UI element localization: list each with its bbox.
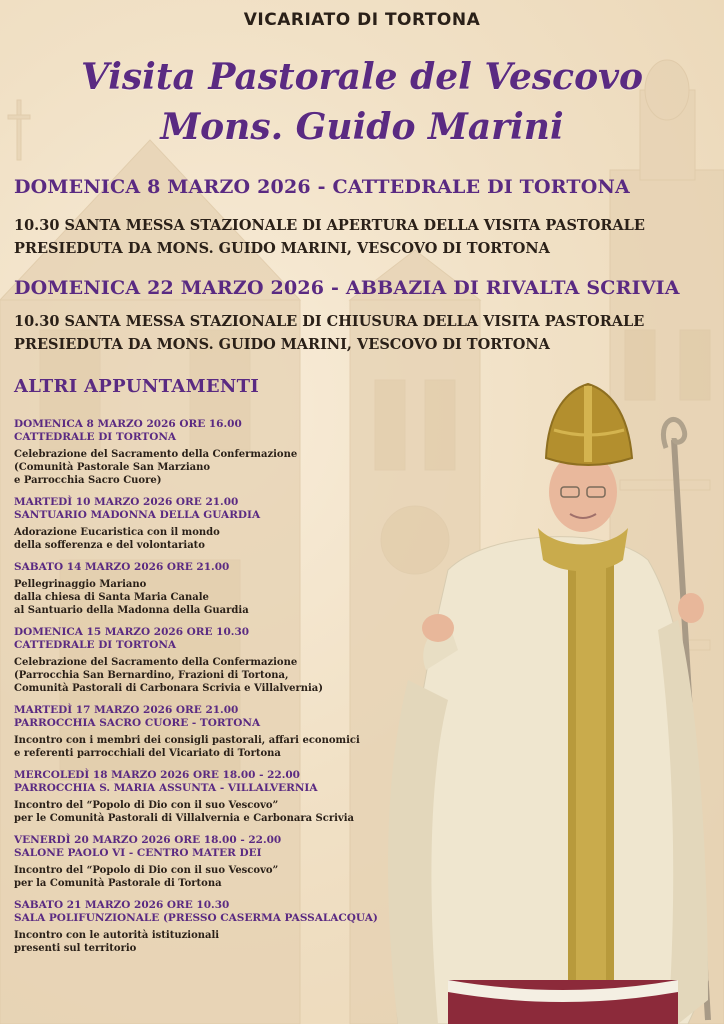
appointment-description-line: al Santuario della Madonna della Guardia [14,605,249,616]
page-title: Visita Pastorale del Vescovo [80,56,644,98]
appointment-description [14,929,394,955]
appointments-list [14,418,394,964]
appointment-description [14,864,394,890]
appointment-item [14,899,394,955]
bishop-photo [378,380,724,1024]
appointment-description [14,448,394,487]
appointment-description-line: Comunità Pastorali di Carbonara Scrivia e Villalvernia) [14,683,323,694]
main-event-line: PRESIEDUTA DA MONS. GUIDO MARINI, VESCOVO DI TORTONA [14,240,550,257]
main-event-description [14,310,714,356]
main-event-heading: DOMENICA 8 MARZO 2026 - CATTEDRALE DI TORTONA [14,176,630,198]
appointment-item [14,626,394,695]
appointment-description-line: e referenti parrocchiali del Vicariato di Tortona [14,748,281,759]
main-event-line: 10.30 SANTA MESSA STAZIONALE DI APERTURA DELLA VISITA PASTORALE [14,217,645,234]
appointment-item [14,496,394,552]
appointment-description-line: (Comunità Pastorale San Marziano [14,462,211,473]
cope-vestment [395,537,708,1024]
appointment-description-line: Incontro con le autorità istituzionali [14,930,220,941]
appointment-date: DOMENICA 15 MARZO 2026 ORE 10.30 [14,626,250,638]
main-event-description [14,214,714,260]
section-heading-altri-appuntamenti: ALTRI APPUNTAMENTI [14,376,260,397]
appointment-description-line: presenti sul territorio [14,943,137,954]
appointment-description [14,656,394,695]
appointment-description [14,578,394,617]
appointment-item [14,704,394,760]
appointment-description-line: Incontro con i membri dei consigli pastorali, affari economici [14,735,360,746]
appointment-description-line: Adorazione Eucaristica con il mondo [14,527,220,538]
appointment-description-line: per le Comunità Pastorali di Villalvernia e Carbonara Scrivia [14,813,355,824]
appointment-place: SALONE PAOLO VI - CENTRO MATER DEI [14,847,262,859]
appointment-item [14,561,394,617]
appointment-description-line: Incontro del “Popolo di Dio con il suo Vescovo” [14,800,279,811]
appointment-date: SABATO 21 MARZO 2026 ORE 10.30 [14,899,230,911]
appointment-place: CATTEDRALE DI TORTONA [14,639,177,651]
appointment-date: MARTEDÌ 10 MARZO 2026 ORE 21.00 [14,496,239,508]
appointment-date: MARTEDÌ 17 MARZO 2026 ORE 21.00 [14,704,239,716]
appointment-place: PARROCCHIA SACRO CUORE - TORTONA [14,717,261,729]
appointment-description [14,734,394,760]
appointment-place: PARROCCHIA S. MARIA ASSUNTA - VILLALVERNIA [14,782,318,794]
appointment-description [14,799,394,825]
main-event-line: PRESIEDUTA DA MONS. GUIDO MARINI, VESCOVO DI TORTONA [14,336,550,353]
main-event-line: 10.30 SANTA MESSA STAZIONALE DI CHIUSURA DELLA VISITA PASTORALE [14,313,645,330]
appointment-description-line: (Parrocchia San Bernardino, Frazioni di Tortona, [14,670,289,681]
appointment-description-line: dalla chiesa di Santa Maria Canale [14,592,209,603]
appointment-description [14,526,394,552]
appointment-date: MERCOLEDÌ 18 MARZO 2026 ORE 18.00 - 22.00 [14,769,300,781]
appointment-description-line: Celebrazione del Sacramento della Confermazione [14,657,298,668]
appointment-date: VENERDÌ 20 MARZO 2026 ORE 18.00 - 22.00 [14,834,282,846]
page-subtitle: Mons. Guido Marini [160,106,564,148]
appointment-item [14,418,394,487]
appointment-description-line: per la Comunità Pastorale di Tortona [14,878,222,889]
hand [422,614,454,642]
main-event-heading: DOMENICA 22 MARZO 2026 - ABBAZIA DI RIVALTA SCRIVIA [14,277,680,299]
appointment-description-line: Incontro del “Popolo di Dio con il suo Vescovo” [14,865,279,876]
appointment-description-line: Pellegrinaggio Mariano [14,579,147,590]
appointment-item [14,769,394,825]
appointment-place: SANTUARIO MADONNA DELLA GUARDIA [14,509,261,521]
appointment-item [14,834,394,890]
appointment-description-line: e Parrocchia Sacro Cuore) [14,475,162,486]
vicariato-label: VICARIATO DI TORTONA [243,10,481,30]
appointment-place: SALA POLIFUNZIONALE (PRESSO CASERMA PASSALACQUA) [14,912,378,924]
appointment-place: CATTEDRALE DI TORTONA [14,431,177,443]
appointment-date: SABATO 14 MARZO 2026 ORE 21.00 [14,561,230,573]
appointment-description-line: Celebrazione del Sacramento della Confermazione [14,449,298,460]
appointment-description-line: della sofferenza e del volontariato [14,540,205,551]
appointment-date: DOMENICA 8 MARZO 2026 ORE 16.00 [14,418,242,430]
